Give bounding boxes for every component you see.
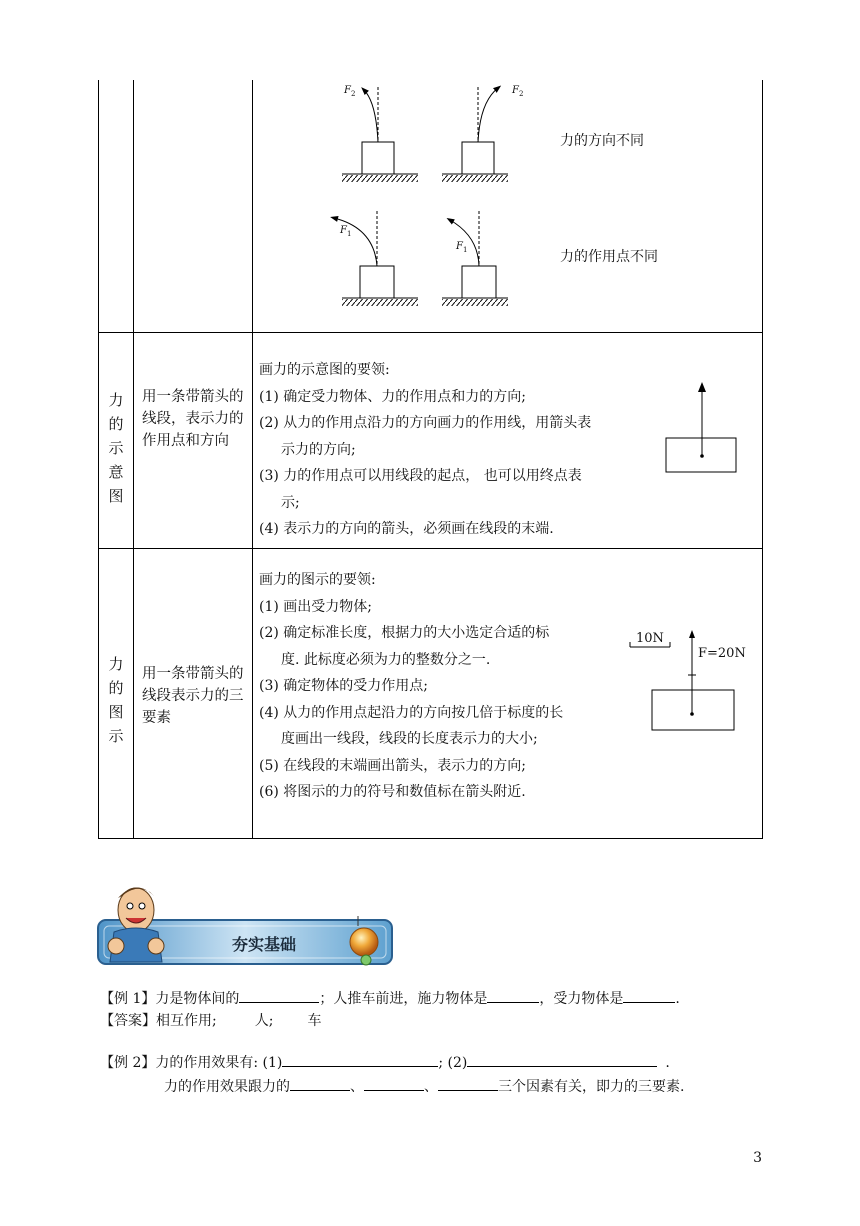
steps-force-diagram bbox=[259, 357, 659, 543]
step-line: 示; bbox=[281, 494, 300, 511]
section-banner bbox=[96, 880, 396, 970]
example-1: 【例 1】力是物体间的 ；人推车前进，施力物体是 ，受力物体是 . bbox=[100, 988, 680, 1010]
banner-title: 夯实基础 bbox=[232, 935, 297, 954]
step-line: (1) 确定受力物体、力的作用点和力的方向; bbox=[259, 388, 526, 405]
example-2: 【例 2】力的作用效果有: (1) ; (2) . bbox=[100, 1052, 670, 1074]
step-line: 度画出一线段，线段的长度表示力的大小; bbox=[281, 731, 538, 747]
step-line: 画力的图示的要领: bbox=[259, 572, 376, 588]
blank-field[interactable] bbox=[467, 1052, 657, 1067]
step-line: 示力的方向; bbox=[281, 441, 356, 458]
definition-force-diagram: 用一条带箭头的线段，表示力的作用点和方向 bbox=[142, 389, 244, 449]
step-line: (2) 确定标准长度，根据力的大小选定合适的标 bbox=[259, 625, 550, 641]
force-point-diagram bbox=[330, 206, 510, 316]
blank-field[interactable] bbox=[290, 1076, 350, 1091]
blank-field[interactable] bbox=[438, 1076, 498, 1091]
f2-label-right: $F_2$ bbox=[512, 85, 524, 98]
answer-1: 【答案】相互作用; 人; 车 bbox=[100, 1013, 322, 1029]
term-force-graphic: 力 的 图 示 bbox=[108, 655, 124, 745]
step-line: (4) 表示力的方向的箭头，必须画在线段的末端. bbox=[259, 521, 554, 537]
caption-direction-different: 力的方向不同 bbox=[560, 133, 644, 149]
f1-label-right: $F_1$ bbox=[456, 241, 468, 254]
caption-point-different: 力的作用点不同 bbox=[560, 249, 658, 265]
step-line: (3) 确定物体的受力作用点; bbox=[259, 678, 428, 694]
force-direction-diagram bbox=[330, 82, 510, 192]
step-line: (6) 将图示的力的符号和数值标在箭头附近. bbox=[259, 784, 526, 800]
step-line: (5) 在线段的末端画出箭头，表示力的方向; bbox=[259, 757, 526, 774]
f2-label-left: $F_2$ bbox=[344, 85, 356, 98]
ornament-ball-icon bbox=[350, 928, 378, 956]
blank-field[interactable] bbox=[239, 988, 319, 1003]
blank-field[interactable] bbox=[364, 1076, 424, 1091]
step-line: (2) 从力的作用点沿力的方向画力的作用线，用箭头表 bbox=[259, 415, 592, 431]
force-diagram-example bbox=[664, 380, 744, 476]
force-value-label: F=20N bbox=[698, 646, 746, 661]
scale-label: 10N bbox=[636, 631, 664, 646]
step-line: (3) 力的作用点可以用线段的起点， 也可以用终点表 bbox=[259, 468, 582, 484]
steps-force-graphic bbox=[259, 567, 659, 806]
step-line: (1) 画出受力物体; bbox=[259, 598, 372, 615]
example-2-line2: 力的作用效果跟力的 、 、 三个因素有关，即力的三要素. bbox=[164, 1076, 684, 1098]
f1-label-left: $F_1$ bbox=[340, 225, 352, 238]
blank-field[interactable] bbox=[623, 988, 675, 1003]
step-line: 画力的示意图的要领: bbox=[259, 362, 390, 378]
step-line: 度. 此标度必须为力的整数分之一. bbox=[281, 651, 491, 668]
step-line: (4) 从力的作用点起沿力的方向按几倍于标度的长 bbox=[259, 704, 564, 721]
blank-field[interactable] bbox=[487, 988, 539, 1003]
blank-field[interactable] bbox=[282, 1052, 438, 1067]
term-force-diagram: 力 的 示 意 图 bbox=[108, 391, 124, 505]
definition-force-graphic: 用一条带箭头的线段表示力的三要素 bbox=[142, 666, 244, 726]
page-number: 3 bbox=[753, 1150, 762, 1166]
